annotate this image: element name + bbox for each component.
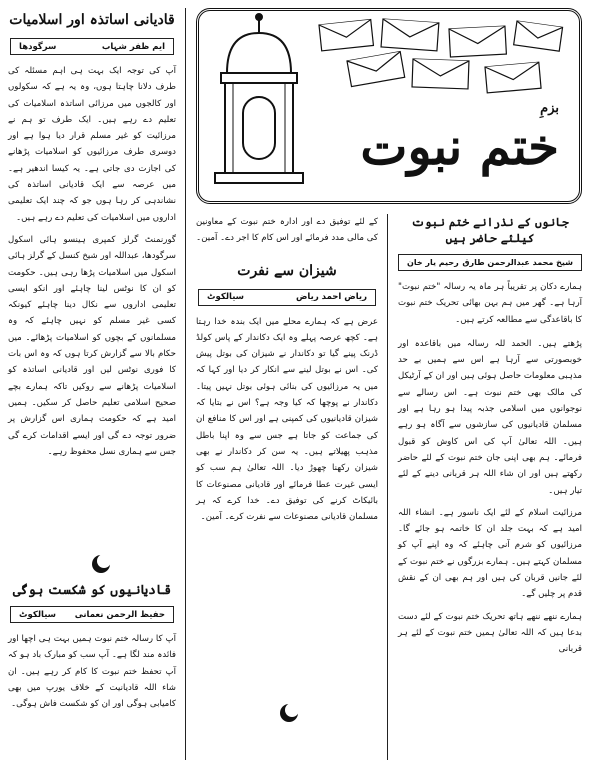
- author-place: سرگودھا: [19, 41, 57, 52]
- author-name: ریاض احمد ریاض: [296, 292, 367, 303]
- masthead-title: ختم نبوت: [360, 117, 559, 176]
- article-left-byline: [10, 38, 174, 55]
- left-column: [4, 4, 180, 761]
- middle-column: [192, 214, 382, 761]
- article-left-bottom-title: قادیانیوں کو شکست ہوگی: [12, 583, 172, 598]
- masthead-box: [196, 8, 582, 204]
- article-left-bottom-byline: [10, 606, 174, 623]
- masthead-prefix: بزمِ: [540, 101, 559, 116]
- article-middle-title: شیزان سے نفرت: [237, 262, 337, 279]
- paragraph: آپ کی توجہ ایک بہت ہی اہم مسئلہ کی طرف دلانا چاہتا ہوں، وہ یہ ہے کہ سکولوں اور کالجوں میں مرزائی اساتذہ اسلامیات کی تعلیم دے رہے ہیں۔ ایک طرف تو ہم نے مرزائیت کو غیر مسلم قرار دیا ہوا ہے اور دوسری طرف مرزائیوں کو اسلامیات پڑھانے کی اجازت دی جاتی ہے۔ یہ کیسا اندھیر ہے۔ میں عرصہ سے ایک قادیانی اساتذہ کی نشاندہی کر رہا ہوں جو کہ چند ایک تعلیمی اداروں میں اسلامیات کی تعلیم دے رہے ہیں۔: [8, 66, 176, 223]
- right-column: [394, 210, 586, 761]
- column-divider: [387, 214, 388, 760]
- article-left-title: قادیانی اساتذہ اور اسلامیات: [9, 12, 175, 28]
- article-left-body: [4, 63, 180, 551]
- author-place: رحیم یار خان: [407, 258, 459, 267]
- article-middle-body: [192, 314, 382, 702]
- article-right-body: [394, 279, 586, 749]
- author-place: سیالکوٹ: [19, 609, 57, 620]
- crescent-ornament: [192, 702, 382, 726]
- author-name: حفیظ الرحمن نعمانی: [74, 609, 165, 620]
- article-middle-byline: [198, 289, 376, 306]
- paragraph: پڑھتے ہیں۔ الحمد للہ رسالہ میں باقاعدہ اور خوبصورتی سے آرہا ہے اس سے ہمیں بے حد مذہبی معلومات حاصل ہوئی ہیں اور ان کے آرٹیکل کی مالک بھی ختم نبوت ہے۔ اس رسالے سے نوجوانوں میں اسلامی جذبہ پیدا ہو رہا ہے اور مسلمان قادیانیوں کی سازشوں سے آگاہ ہو رہے ہیں۔ اللہ تعالیٰ آپ کی اس کاوش کو قبول فرمائے۔ ہم بھی اپنی جان ختم نبوت کے لئے حاضر رکھتے ہیں اور ان شاء اللہ ہر قربانی دینے کے لئے تیار ہیں۔: [398, 338, 582, 496]
- paragraph: آپ کا رسالہ ختم نبوت ہمیں بہت ہی اچھا اور فائدہ مند لگا ہے۔ آپ سب کو مبارک باد ہو کہ آپ تحفظ ختم نبوت کا کام کر رہے ہیں۔ ان شاء اللہ قادیانیت کے خلاف یورپ میں بھی کامیابی ہوگی اور ان کو شکست فاش ہوگی۔: [8, 634, 176, 710]
- paragraph: ہمارے ننھے ننھے ہاتھ تحریک ختم نبوت کے لئے دست بدعا ہیں کہ اللہ تعالیٰ ہمیں ختم نبوت کے لئے ہر قربانی: [398, 611, 582, 655]
- article-left-bottom-body: [4, 631, 180, 751]
- column-divider: [185, 8, 186, 760]
- paragraph: عرض ہے کہ ہمارے محلے میں ایک بندہ خدا رہتا ہے۔ کچھ عرصہ پہلے وہ ایک دکاندار کے پاس کولڈ ڈرنک پینے گیا تو دکاندار نے شیزان کی بوتل پیش کی۔ اس نے بوتل لینے سے انکار کر دیا اور کہا کہ میں یہ مرزائیوں کی بنائی ہوئی بوتل نہیں پیتا۔ دکاندار نے پوچھا کہ کیا وجہ ہے؟ اس نے بتایا کہ شیزان قادیانیوں کی کمپنی ہے اور اس کا منافع ان کی جماعت کو جاتا ہے جس سے وہ اپنا باطل مذہب پھیلاتے ہیں۔ یہ سن کر دکاندار نے بھی شیزان رکھنا چھوڑ دیا۔ اللہ تعالیٰ ہم سب کو ایسی غیرت عطا فرمائے اور قادیانی مصنوعات کا بائیکاٹ کرنے کی توفیق دے۔ خدا کرے کہ ہر مسلمان قادیانی مصنوعات سے نفرت کرے۔ آمین۔: [196, 316, 378, 523]
- crescent-ornament: [4, 551, 180, 577]
- paragraph: ہمارے دکان پر تقریباً ہر ماہ یہ رسالہ "ختم نبوت" آرہا ہے۔ گھر میں ہم بہن بھائی تحریک ختم نبوت کا باقاعدگی سے مطالعہ کرتے ہیں۔: [398, 282, 582, 325]
- article-middle-intro: کے لئے توفیق دے اور ادارہ ختم نبوت کے معاونین کی مالی مدد فرمائے اور اس کام کا اجر دے۔ آمین۔: [196, 217, 378, 244]
- article-right-byline: [398, 254, 582, 271]
- article-right-title: جانوں کے نذرانے ختم نبوت کیلئے حاضر ہیں: [411, 215, 569, 245]
- author-place: سیالکوٹ: [207, 292, 245, 303]
- author-name: ایم ظفر شہاب: [101, 42, 165, 52]
- paragraph: مرزائیت اسلام کے لئے ایک ناسور ہے۔ انشاء اللہ امید ہے کہ بہت جلد ان کا خاتمہ ہو جائے گا۔ مرزائیوں کو شرم آنی چاہئے کہ وہ اپنے آپ کو مسلمان کہتے ہیں۔ ہمارے بزرگوں نے ختم نبوت کے لئے جانیں قربان کی ہیں اور ہم بھی ان کے نقش قدم پر چلیں گے۔: [398, 507, 582, 600]
- author-name: شیخ محمد عبدالرحمن طارق: [462, 258, 573, 267]
- paragraph: گورنمنٹ گرلز کمپری ہینسو ہائی اسکول سرگودھا، عبداللہ اور شیخ کنسل کے گرلز ہائی اسکول میں اسلامیات پڑھا رہی ہیں۔ حکومت کو ان کا نوٹس لینا چاہئے اور انکو ایسی تعلیمی اداروں سے نکال دینا چاہئے کیونکہ کسی غیر مسلم کو نہیں چاہئے کہ وہ مسلمانوں کے بچوں کو اسلامیات پڑھائے۔ میں حکام بالا سے گزارش کرتا ہوں کہ وہ اس بات کا فوری نوٹس لیں اور قادیانی اساتذہ کو اسلامیات پڑھانے سے روکیں تاکہ ہمارے بچے صحیح اسلامی تعلیم حاصل کر سکیں۔ ہمیں امید ہے کہ حکومت ہماری اس گزارش پر ضرور توجہ دے گی اور ایسے اقدامات کرے گی جس سے ہماری نسل محفوظ رہے۔: [8, 234, 176, 457]
